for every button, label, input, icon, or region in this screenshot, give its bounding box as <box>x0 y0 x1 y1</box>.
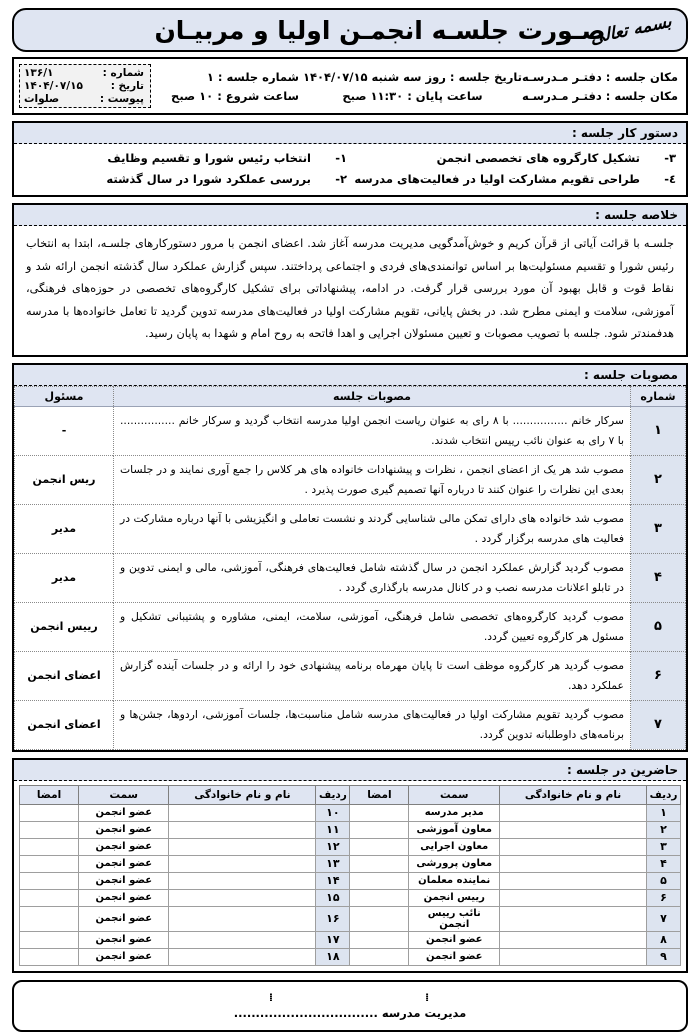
attendee-name <box>500 821 647 838</box>
summary-section <box>12 203 688 357</box>
resolution-text: مصوب گردید کارگروه‌های تخصصی شامل فرهنگی، آموزشی، سلامت، ایمنی، مشاوره و پشتیبانی تشکیل و مسئول هر کارگروه تعیین گردد. <box>114 602 631 651</box>
resolution-responsible: مدیر <box>15 553 114 602</box>
resolution-number: ۳ <box>631 504 686 553</box>
table-row <box>20 889 681 906</box>
resolutions-header-row <box>15 386 686 406</box>
attendee-role: عضو انجمن <box>79 804 169 821</box>
resolution-number: ۶ <box>631 651 686 700</box>
table-row <box>15 455 686 504</box>
attendee-signature <box>350 855 409 872</box>
attendee-index: ۱ <box>647 804 681 821</box>
attendee-index: ۷ <box>647 906 681 931</box>
stamp-row-attachment <box>24 93 144 105</box>
registration-stamp <box>19 64 151 108</box>
attendee-role: مدیر مدرسه <box>409 804 500 821</box>
attendee-signature <box>350 948 409 965</box>
attendee-name <box>169 821 316 838</box>
att-col-signature-left: امضا <box>20 785 79 804</box>
table-row <box>15 602 686 651</box>
attendee-index: ۵ <box>647 872 681 889</box>
attendee-name <box>500 872 647 889</box>
attendee-index: ۶ <box>647 889 681 906</box>
attendee-name <box>500 948 647 965</box>
meta-place <box>522 70 678 84</box>
attendee-signature <box>350 906 409 931</box>
basmala-logo <box>589 11 673 49</box>
att-col-role-left: سمت <box>79 785 169 804</box>
attendee-signature <box>20 804 79 821</box>
attendee-role: عضو انجمن <box>79 931 169 948</box>
session-date-label: تاریخ جلسه : <box>449 69 523 84</box>
agenda-item-2-label: بررسی عملکرد شورا در سال گذشته <box>106 172 311 186</box>
attendee-index: ۹ <box>647 948 681 965</box>
table-row <box>15 553 686 602</box>
table-row <box>15 700 686 749</box>
attendees-table <box>19 785 681 966</box>
meta-box <box>12 57 688 115</box>
agenda-item-1-number: ۱- <box>335 151 347 165</box>
resolution-number: ۵ <box>631 602 686 651</box>
resolution-number: ۴ <box>631 553 686 602</box>
table-row <box>20 855 681 872</box>
place-value: دفتـر مـدرسـه <box>522 69 602 84</box>
attendee-signature <box>20 906 79 931</box>
session-date-value: روز سه شنبه ۱۴۰۴/۰۷/۱۵ <box>302 69 446 84</box>
attendee-signature <box>20 821 79 838</box>
agenda-section <box>12 121 688 197</box>
attendee-signature <box>350 821 409 838</box>
attendee-role: عضو انجمن <box>79 855 169 872</box>
attendee-name <box>500 931 647 948</box>
attendee-index: ۴ <box>647 855 681 872</box>
title-banner <box>12 8 688 52</box>
attendee-signature <box>20 872 79 889</box>
resolution-number: ۷ <box>631 700 686 749</box>
agenda-item-1 <box>24 151 347 165</box>
attendee-name <box>500 889 647 906</box>
att-col-index-right: ردیف <box>647 785 681 804</box>
place-value-2: دفتـر مـدرسـه <box>522 88 602 103</box>
table-row <box>15 406 686 455</box>
stamp-attachment-value: صلوات <box>24 93 60 105</box>
attendee-index: ۱۸ <box>316 948 350 965</box>
summary-heading: خلاصه جلسه : <box>14 205 686 226</box>
attendee-name <box>500 906 647 931</box>
attendee-signature <box>20 855 79 872</box>
agenda-item-3 <box>353 151 676 165</box>
stamp-number-value: ۱۳۶/۱ <box>24 67 54 79</box>
meta-session-number <box>157 70 303 84</box>
meta-start-time <box>157 89 303 103</box>
stamp-row-number <box>24 67 144 79</box>
attendee-role: معاون اجرایی <box>409 838 500 855</box>
stamp-date-value: ۱۴۰۴/۰۷/۱۵ <box>24 80 83 92</box>
att-col-name-right: نام و نام خانوادگی <box>500 785 647 804</box>
agenda-item-3-label: تشکیل کارگروه های تخصصی انجمن <box>436 151 640 165</box>
att-col-name-left: نام و نام خانوادگی <box>169 785 316 804</box>
resolutions-heading: مصوبات جلسه : <box>14 365 686 386</box>
attendee-index: ۱۴ <box>316 872 350 889</box>
attendee-index: ۱۷ <box>316 931 350 948</box>
start-time-value: ۱۰ صبح <box>171 88 214 103</box>
attendee-index: ۱۰ <box>316 804 350 821</box>
resolutions-col-text: مصوبات جلسه <box>114 386 631 406</box>
resolution-text: مصوب گردید گزارش عملکرد انجمن در سال گذشته شامل فعالیت‌های فرهنگی، آموزشی، مالی و ایمنی تدوین و در تابلو اعلانات مدرسه نصب و در کانال مدرسه بارگذاری گردد . <box>114 553 631 602</box>
attendee-name <box>169 804 316 821</box>
table-row <box>15 651 686 700</box>
meta-grid <box>157 59 686 113</box>
table-row <box>20 804 681 821</box>
agenda-item-1-label: انتخاب رئیس شورا و تقسیم وظایف <box>107 151 311 165</box>
session-number-label: شماره جلسه : <box>217 69 299 84</box>
attendee-role: عضو انجمن <box>79 906 169 931</box>
attendee-name <box>500 804 647 821</box>
resolution-responsible: اعضای انجمن <box>15 700 114 749</box>
attendee-role: نائب رییس انجمن <box>409 906 500 931</box>
attendee-index: ۳ <box>647 838 681 855</box>
agenda-heading: دستور کار جلسه : <box>14 123 686 144</box>
attendee-signature <box>20 889 79 906</box>
basmala-text: بسمه تعالی <box>589 11 673 49</box>
attendee-index: ۱۲ <box>316 838 350 855</box>
attendee-index: ۸ <box>647 931 681 948</box>
attendee-role: معاون پرورشی <box>409 855 500 872</box>
summary-text: جلسـه با قرائت آیاتی از قرآن کریم و خوش‌آمدگویی مدیریت مدرسه آغاز شد. اعضای انجمن با مرور دستورکارهای جلسـه، ابتدا به انتخاب رئیس شورا و تقسیم مسئولیت‌ها بر اساس توانمندی‌های فردی و اجتماعی پرداختند. سپس گزارش عملکرد سال گذشته انجمن ارائه شد و نقاط قوت و قابل بهبود آن مورد بررسی قرار گرفت. در ادامه، پیشنهاداتی برای تشکیل کارگروه‌های تخصصی در حوزه‌های فرهنگی، آموزشی، سلامت و ایمنی مطرح شد. در بخش پایانی، تقویم مشارکت اولیا در فعالیت‌های مدرسه تدوین گردید تا تعامل خانواده‌ها با مدرسه هدفمندتر شود. جلسه با تصویب مصوبات و تعیین مسئولان اجرایی و اهدا فاتحه به روح امام و شهدا به پایان رسید. <box>26 237 674 341</box>
stamp-date-label: تاریخ : <box>110 80 144 92</box>
attendee-name <box>169 838 316 855</box>
attendee-signature <box>20 838 79 855</box>
table-row <box>20 821 681 838</box>
attendee-signature <box>350 872 409 889</box>
stamp-row-date <box>24 80 144 92</box>
attendee-signature <box>350 889 409 906</box>
attendee-role: عضو انجمن <box>409 948 500 965</box>
resolution-responsible: مدیر <box>15 504 114 553</box>
table-row <box>20 931 681 948</box>
attendee-name <box>169 906 316 931</box>
meta-place-spacer <box>522 89 678 103</box>
att-col-role-right: سمت <box>409 785 500 804</box>
start-time-label: ساعت شروع : <box>217 88 299 103</box>
attendee-role: عضو انجمن <box>79 889 169 906</box>
attendee-name <box>169 889 316 906</box>
attendee-role: معاون آموزشی <box>409 821 500 838</box>
table-row <box>20 948 681 965</box>
table-row <box>15 504 686 553</box>
resolution-responsible: اعضای انجمن <box>15 651 114 700</box>
end-time-label: ساعت پایان : <box>407 88 483 103</box>
attendee-role: رییس انجمن <box>409 889 500 906</box>
footer-dots-right: ⁞ <box>268 990 275 1004</box>
attendees-body <box>14 781 686 971</box>
resolution-text: مصوب گردید تقویم مشارکت اولیا در فعالیت‌های مدرسه شامل مناسبت‌ها، جلسات آموزشی، اردوها، جشن‌ها و برنامه‌های داوطلبانه تدوین گردد. <box>114 700 631 749</box>
attendee-name <box>169 948 316 965</box>
attendee-role: عضو انجمن <box>79 872 169 889</box>
end-time-value: ۱۱:۳۰ صبح <box>342 88 404 103</box>
resolution-text: مصوب شد خانواده های دارای تمکن مالی شناسایی گردند و نشست تعاملی و انگیزیشی با آنها درباره مشارکت در فعالیت های مدرسه برگزار گردد . <box>114 504 631 553</box>
attendee-name <box>500 838 647 855</box>
agenda-item-3-number: ۳- <box>664 151 676 165</box>
attendee-signature <box>350 931 409 948</box>
attendee-signature <box>20 948 79 965</box>
attendees-heading: حاضرین در جلسه : <box>14 760 686 781</box>
attendee-role: عضو انجمن <box>79 838 169 855</box>
footer-signature-box <box>12 980 688 1032</box>
resolution-text: سرکار خانم ................ با ۸ رای به عنوان ریاست انجمن اولیا مدرسه انتخاب گردید و سرکار خانم ................ با ۷ رای به عنوان نائب رییس انتخاب شدند. <box>114 406 631 455</box>
resolution-number: ۲ <box>631 455 686 504</box>
attendee-role: عضو انجمن <box>409 931 500 948</box>
resolutions-col-responsible: مسئول <box>15 386 114 406</box>
table-row <box>20 906 681 931</box>
footer-dots-row <box>269 992 431 1003</box>
meta-session-date <box>303 70 522 84</box>
attendee-role: عضو انجمن <box>79 821 169 838</box>
attendee-role: نماینده معلمان <box>409 872 500 889</box>
attendee-index: ۱۵ <box>316 889 350 906</box>
resolution-responsible: رییس انجمن <box>15 602 114 651</box>
attendee-signature <box>20 931 79 948</box>
stamp-number-label: شماره : <box>102 67 144 79</box>
attendee-name <box>169 872 316 889</box>
resolution-text: مصوب شد هر یک از اعضای انجمن ، نظرات و پیشنهادات خانواده های هر کلاس را جمع آوری نمایند و در جلسات بعدی این نظرات را عنوان کنند تا درباره آنها تصمیم گیری صورت پذیرد . <box>114 455 631 504</box>
resolutions-table <box>14 386 686 750</box>
attendee-name <box>500 855 647 872</box>
page-title: صـورت جلسـه انجمـن اولیا و مربیـان <box>154 15 606 45</box>
place-label-2: مکان جلسه : <box>605 88 678 103</box>
resolution-number: ۱ <box>631 406 686 455</box>
place-label: مکان جلسه : <box>605 69 678 84</box>
attendee-index: ۱۶ <box>316 906 350 931</box>
session-number-value: ۱ <box>206 69 214 84</box>
table-row <box>20 872 681 889</box>
resolution-responsible: ریس انجمن <box>15 455 114 504</box>
meta-end-time <box>303 89 522 103</box>
agenda-item-2 <box>24 172 347 186</box>
attendee-index: ۱۱ <box>316 821 350 838</box>
resolution-responsible: - <box>15 406 114 455</box>
resolution-text: مصوب گردید هر کارگروه موظف است تا پایان مهرماه برنامه پیشنهادی خود را ارائه و در جلسات آینده گزارش عملکرد دهد. <box>114 651 631 700</box>
attendee-role: عضو انجمن <box>79 948 169 965</box>
attendee-signature <box>350 804 409 821</box>
attendee-signature <box>350 838 409 855</box>
attendees-section <box>12 758 688 973</box>
attendee-index: ۱۳ <box>316 855 350 872</box>
attendee-index: ۲ <box>647 821 681 838</box>
agenda-body <box>14 144 686 195</box>
stamp-attachment-label: پیوست : <box>99 93 144 105</box>
resolutions-col-number: شماره <box>631 386 686 406</box>
agenda-item-4-number: ٤- <box>664 172 676 186</box>
footer-dots-left: ⁞ <box>425 990 432 1004</box>
att-col-index-left: ردیف <box>316 785 350 804</box>
agenda-item-4-label: طراحی تقویم مشارکت اولیا در فعالیت‌های مدرسه <box>354 172 640 186</box>
attendee-name <box>169 931 316 948</box>
agenda-item-2-number: ۲- <box>335 172 347 186</box>
attendee-name <box>169 855 316 872</box>
table-row <box>20 838 681 855</box>
resolutions-section <box>12 363 688 752</box>
att-col-signature-right: امضا <box>350 785 409 804</box>
agenda-item-4 <box>353 172 676 186</box>
attendees-header-row <box>20 785 681 804</box>
footer-signature-label: مدیریت مدرسه ................................. <box>233 1005 467 1020</box>
